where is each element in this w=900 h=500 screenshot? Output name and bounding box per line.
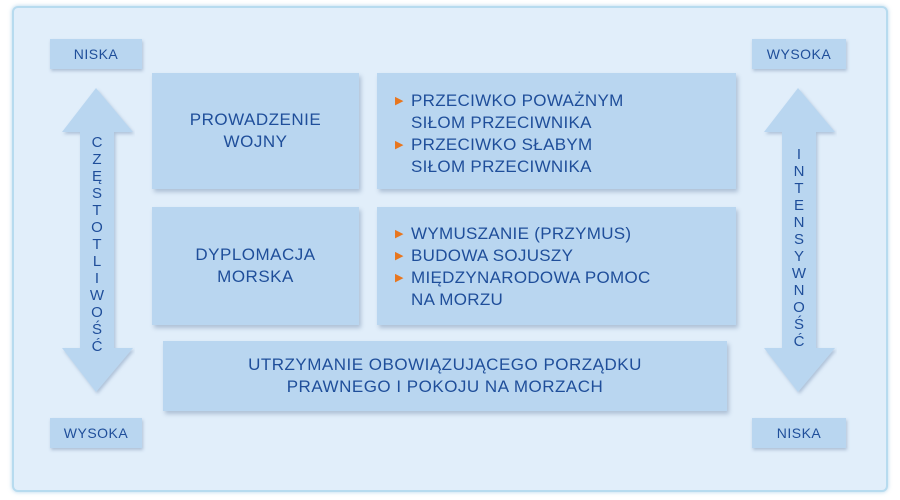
- vertical-label-letter: Ś: [91, 321, 102, 338]
- vertical-label-letter: Ć: [793, 333, 805, 350]
- list-item-line: MIĘDZYNARODOWA POMOC: [411, 268, 651, 287]
- list-item-line: SIŁOM PRZECIWNIKA: [411, 157, 592, 176]
- vertical-label-letter: I: [94, 270, 100, 287]
- list-item: [395, 267, 720, 311]
- row-items-box: [377, 207, 736, 325]
- row-title-line: PROWADZENIE: [189, 110, 322, 129]
- left-bottom-label: WYSOKA: [50, 418, 142, 448]
- left-vertical-label: [88, 134, 106, 355]
- vertical-label-letter: Y: [793, 248, 804, 265]
- vertical-label-letter: T: [794, 180, 804, 197]
- vertical-label-letter: Ć: [91, 338, 103, 355]
- vertical-label-letter: T: [92, 202, 102, 219]
- right-top-label: WYSOKA: [752, 39, 846, 69]
- list-item: [395, 245, 720, 267]
- row-title-line: MORSKA: [217, 267, 294, 286]
- bullet-triangle-icon: ▶: [395, 95, 404, 107]
- list-item: [395, 134, 720, 178]
- row-title-line: WOJNY: [223, 132, 288, 151]
- list-item-line: PRZECIWKO POWAŻNYM: [411, 91, 624, 110]
- bottom-box: [163, 341, 727, 411]
- vertical-label-letter: S: [91, 185, 102, 202]
- bottom-box-line: UTRZYMANIE OBOWIĄZUJĄCEGO PORZĄDKU: [248, 355, 642, 374]
- vertical-label-letter: C: [91, 134, 103, 151]
- left-top-label: NISKA: [50, 39, 142, 69]
- list-item-line: BUDOWA SOJUSZY: [411, 246, 574, 265]
- vertical-label-letter: Ę: [91, 168, 102, 185]
- vertical-label-letter: O: [793, 299, 805, 316]
- vertical-label-letter: O: [91, 304, 103, 321]
- list-item: [395, 223, 720, 245]
- vertical-label-letter: N: [793, 214, 805, 231]
- vertical-label-letter: N: [793, 282, 805, 299]
- list-item-line: NA MORZU: [411, 290, 504, 309]
- bullet-triangle-icon: ▶: [395, 272, 404, 284]
- right-bottom-label: NISKA: [752, 418, 846, 448]
- bullet-triangle-icon: ▶: [395, 250, 404, 262]
- row-title-box: [152, 73, 359, 189]
- bullet-triangle-icon: ▶: [395, 228, 404, 240]
- row-items-box: [377, 73, 736, 189]
- vertical-label-letter: O: [91, 219, 103, 236]
- list-item-line: SIŁOM PRZECIWNIKA: [411, 113, 592, 132]
- vertical-label-letter: E: [793, 197, 804, 214]
- vertical-label-letter: I: [796, 146, 802, 163]
- vertical-label-letter: W: [89, 287, 105, 304]
- row-title-box: [152, 207, 359, 325]
- vertical-label-letter: Z: [92, 151, 102, 168]
- list-item-line: WYMUSZANIE (PRZYMUS): [411, 224, 632, 243]
- list-item: [395, 90, 720, 134]
- vertical-label-letter: T: [92, 236, 102, 253]
- vertical-label-letter: S: [793, 231, 804, 248]
- vertical-label-letter: W: [791, 265, 807, 282]
- right-vertical-label: [790, 146, 808, 350]
- vertical-label-letter: Ś: [793, 316, 804, 333]
- vertical-label-letter: N: [793, 163, 805, 180]
- bottom-box-line: PRAWNEGO I POKOJU NA MORZACH: [286, 377, 604, 396]
- bullet-triangle-icon: ▶: [395, 139, 404, 151]
- vertical-label-letter: L: [92, 253, 102, 270]
- row-title-line: DYPLOMACJA: [195, 245, 316, 264]
- list-item-line: PRZECIWKO SŁABYM: [411, 135, 593, 154]
